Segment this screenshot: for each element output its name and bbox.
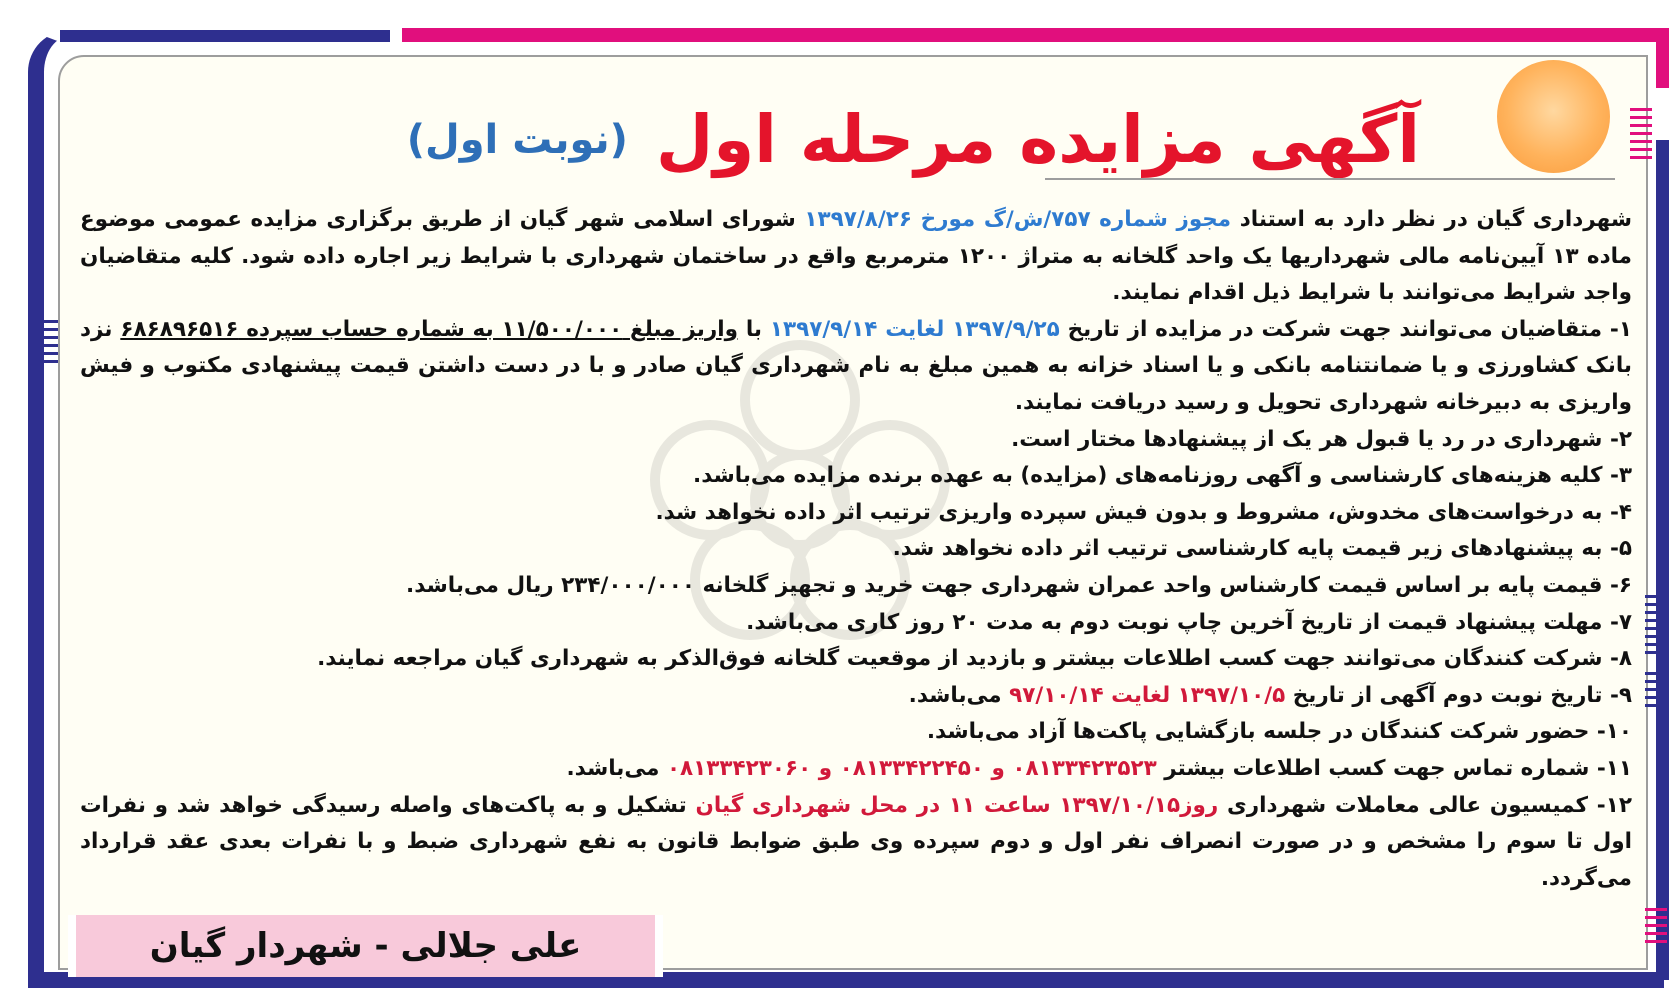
stripes-right-bottom [1645, 908, 1667, 948]
title-sub: (نوبت اول) [406, 117, 628, 163]
right-pink-bar [1656, 28, 1669, 88]
sun-decoration-icon [1497, 60, 1610, 173]
item-6: ۶- قیمت پایه بر اساس قیمت کارشناس واحد عمران شهرداری جهت خرید و تجهیز گلخانه ۲۳۴/۰۰۰/۰۰۰ ریال می‌باشد. [406, 572, 1632, 598]
ad-body [80, 202, 1632, 897]
item-10: ۱۰- حضور شرکت کنندگان در جلسه بازگشایی پاکت‌ها آزاد می‌باشد. [926, 719, 1632, 745]
item-4: ۴- به درخواست‌های مخدوش، مشروط و بدون فیش سپرده واریزی ترتیب اثر داده نخواهد شد. [655, 499, 1632, 525]
right-blue-bar [1656, 140, 1669, 980]
intro-paragraph: شهرداری گیان در نظر دارد به استناد مجوز شماره ۷۵۷/ش/گ مورخ ۱۳۹۷/۸/۲۶ شورای اسلامی شهر گیان از طریق برگزاری مزایده عمومی موضوع ماده ۱۳ آیین‌نامه مالی شهرداریها یک واحد گلخانه به متراژ ۱۲۰۰ مترمربع واقع در ساختمان شهرداری با شرایط زیر اجاره داده شود. کلیه متقاضیان واجد شرایط می‌توانند با شرایط ذیل اقدام نمایند. [80, 207, 1632, 306]
permit-number: مجوز شماره ۷۵۷/ش/گ مورخ ۱۳۹۷/۸/۲۶ [804, 207, 1232, 232]
stripes-left [36, 320, 58, 366]
stripes-right-mid [1645, 595, 1667, 655]
item-2: ۲- شهرداری در رد یا قبول هر یک از پیشنهادها مختار است. [1011, 426, 1632, 452]
item-12: ۱۲- کمیسیون عالی معاملات شهرداری روز۱۳۹۷/۱۰/۱۵ ساعت ۱۱ در محل شهرداری گیان تشکیل و به پاکت‌های واصله رسیدگی خواهد شد و نفرات اول تا سوم را مشخص و در صورت انصراف نفر اول و دوم سپرده وی طبق ضوابط قانون به نفع شهرداری ضبط و با نفرات بعدی عقد قرارداد می‌گردد. [80, 792, 1632, 891]
item-1-deposit: واریز مبلغ ۱۱/۵۰۰/۰۰۰ به شماره حساب سپرده ۶۸۶۸۹۶۵۱۶ [120, 316, 738, 342]
title-underline [1045, 178, 1615, 180]
title-main: آگهی مزایده مرحله اول [655, 101, 1420, 178]
item-11: ۱۱- شماره تماس جهت کسب اطلاعات بیشتر ۰۸۱۳۳۴۲۳۵۲۳ و ۰۸۱۳۳۴۲۲۴۵۰ و ۰۸۱۳۳۴۲۳۰۶۰ می‌باشد. [566, 755, 1632, 781]
stripes-right-top [1630, 108, 1652, 160]
signature: علی جلالی - شهردار گیان [149, 926, 582, 966]
stripes-right-mid2 [1645, 672, 1667, 708]
top-pink-bar [402, 28, 1664, 42]
item-1: ۱- متقاضیان می‌توانند جهت شرکت در مزایده از تاریخ ۱۳۹۷/۹/۲۵ لغایت ۱۳۹۷/۹/۱۴ با واریز مبلغ ۱۱/۵۰۰/۰۰۰ به شماره حساب سپرده ۶۸۶۸۹۶۵۱۶ نزد بانک کشاورزی و یا ضمانتنامه بانکی و یا اسناد خزانه به همین مبلغ به نام شهرداری گیان صادر و با در دست داشتن قیمت پیشنهادی مکتوب و فیش واریزی به دبیرخانه شهرداری تحویل و رسید دریافت نمایند. [80, 316, 1632, 415]
item-8: ۸- شرکت کنندگان می‌توانند جهت کسب اطلاعات بیشتر و بازدید از موقعیت گلخانه فوق‌الذکر به شهرداری گیان مراجعه نمایند. [317, 646, 1632, 672]
ad-title [406, 95, 1420, 185]
item-7: ۷- مهلت پیشنهاد قیمت از تاریخ آخرین چاپ نوبت دوم به مدت ۲۰ روز کاری می‌باشد. [746, 609, 1632, 635]
item-9-dates: ۱۳۹۷/۱۰/۵ لغایت ۹۷/۱۰/۱۴ [1009, 682, 1286, 708]
signature-box [68, 915, 663, 977]
item-11-phones: ۰۸۱۳۳۴۲۳۵۲۳ و ۰۸۱۳۳۴۲۲۴۵۰ و ۰۸۱۳۳۴۲۳۰۶۰ [666, 755, 1157, 781]
item-5: ۵- به پیشنهادهای زیر قیمت پایه کارشناسی ترتیب اثر داده نخواهد شد. [892, 536, 1632, 562]
item-12-session: روز۱۳۹۷/۱۰/۱۵ ساعت ۱۱ در محل شهرداری گیان [695, 792, 1219, 818]
item-9: ۹- تاریخ نوبت دوم آگهی از تاریخ ۱۳۹۷/۱۰/۵ لغایت ۹۷/۱۰/۱۴ می‌باشد. [908, 682, 1632, 708]
top-blue-bar [60, 30, 390, 42]
item-1-dates: ۱۳۹۷/۹/۲۵ لغایت ۱۳۹۷/۹/۱۴ [769, 316, 1060, 342]
item-3: ۳- کلیه هزینه‌های کارشناسی و آگهی روزنامه‌های (مزایده) به عهده برنده مزایده می‌باشد. [693, 463, 1632, 489]
